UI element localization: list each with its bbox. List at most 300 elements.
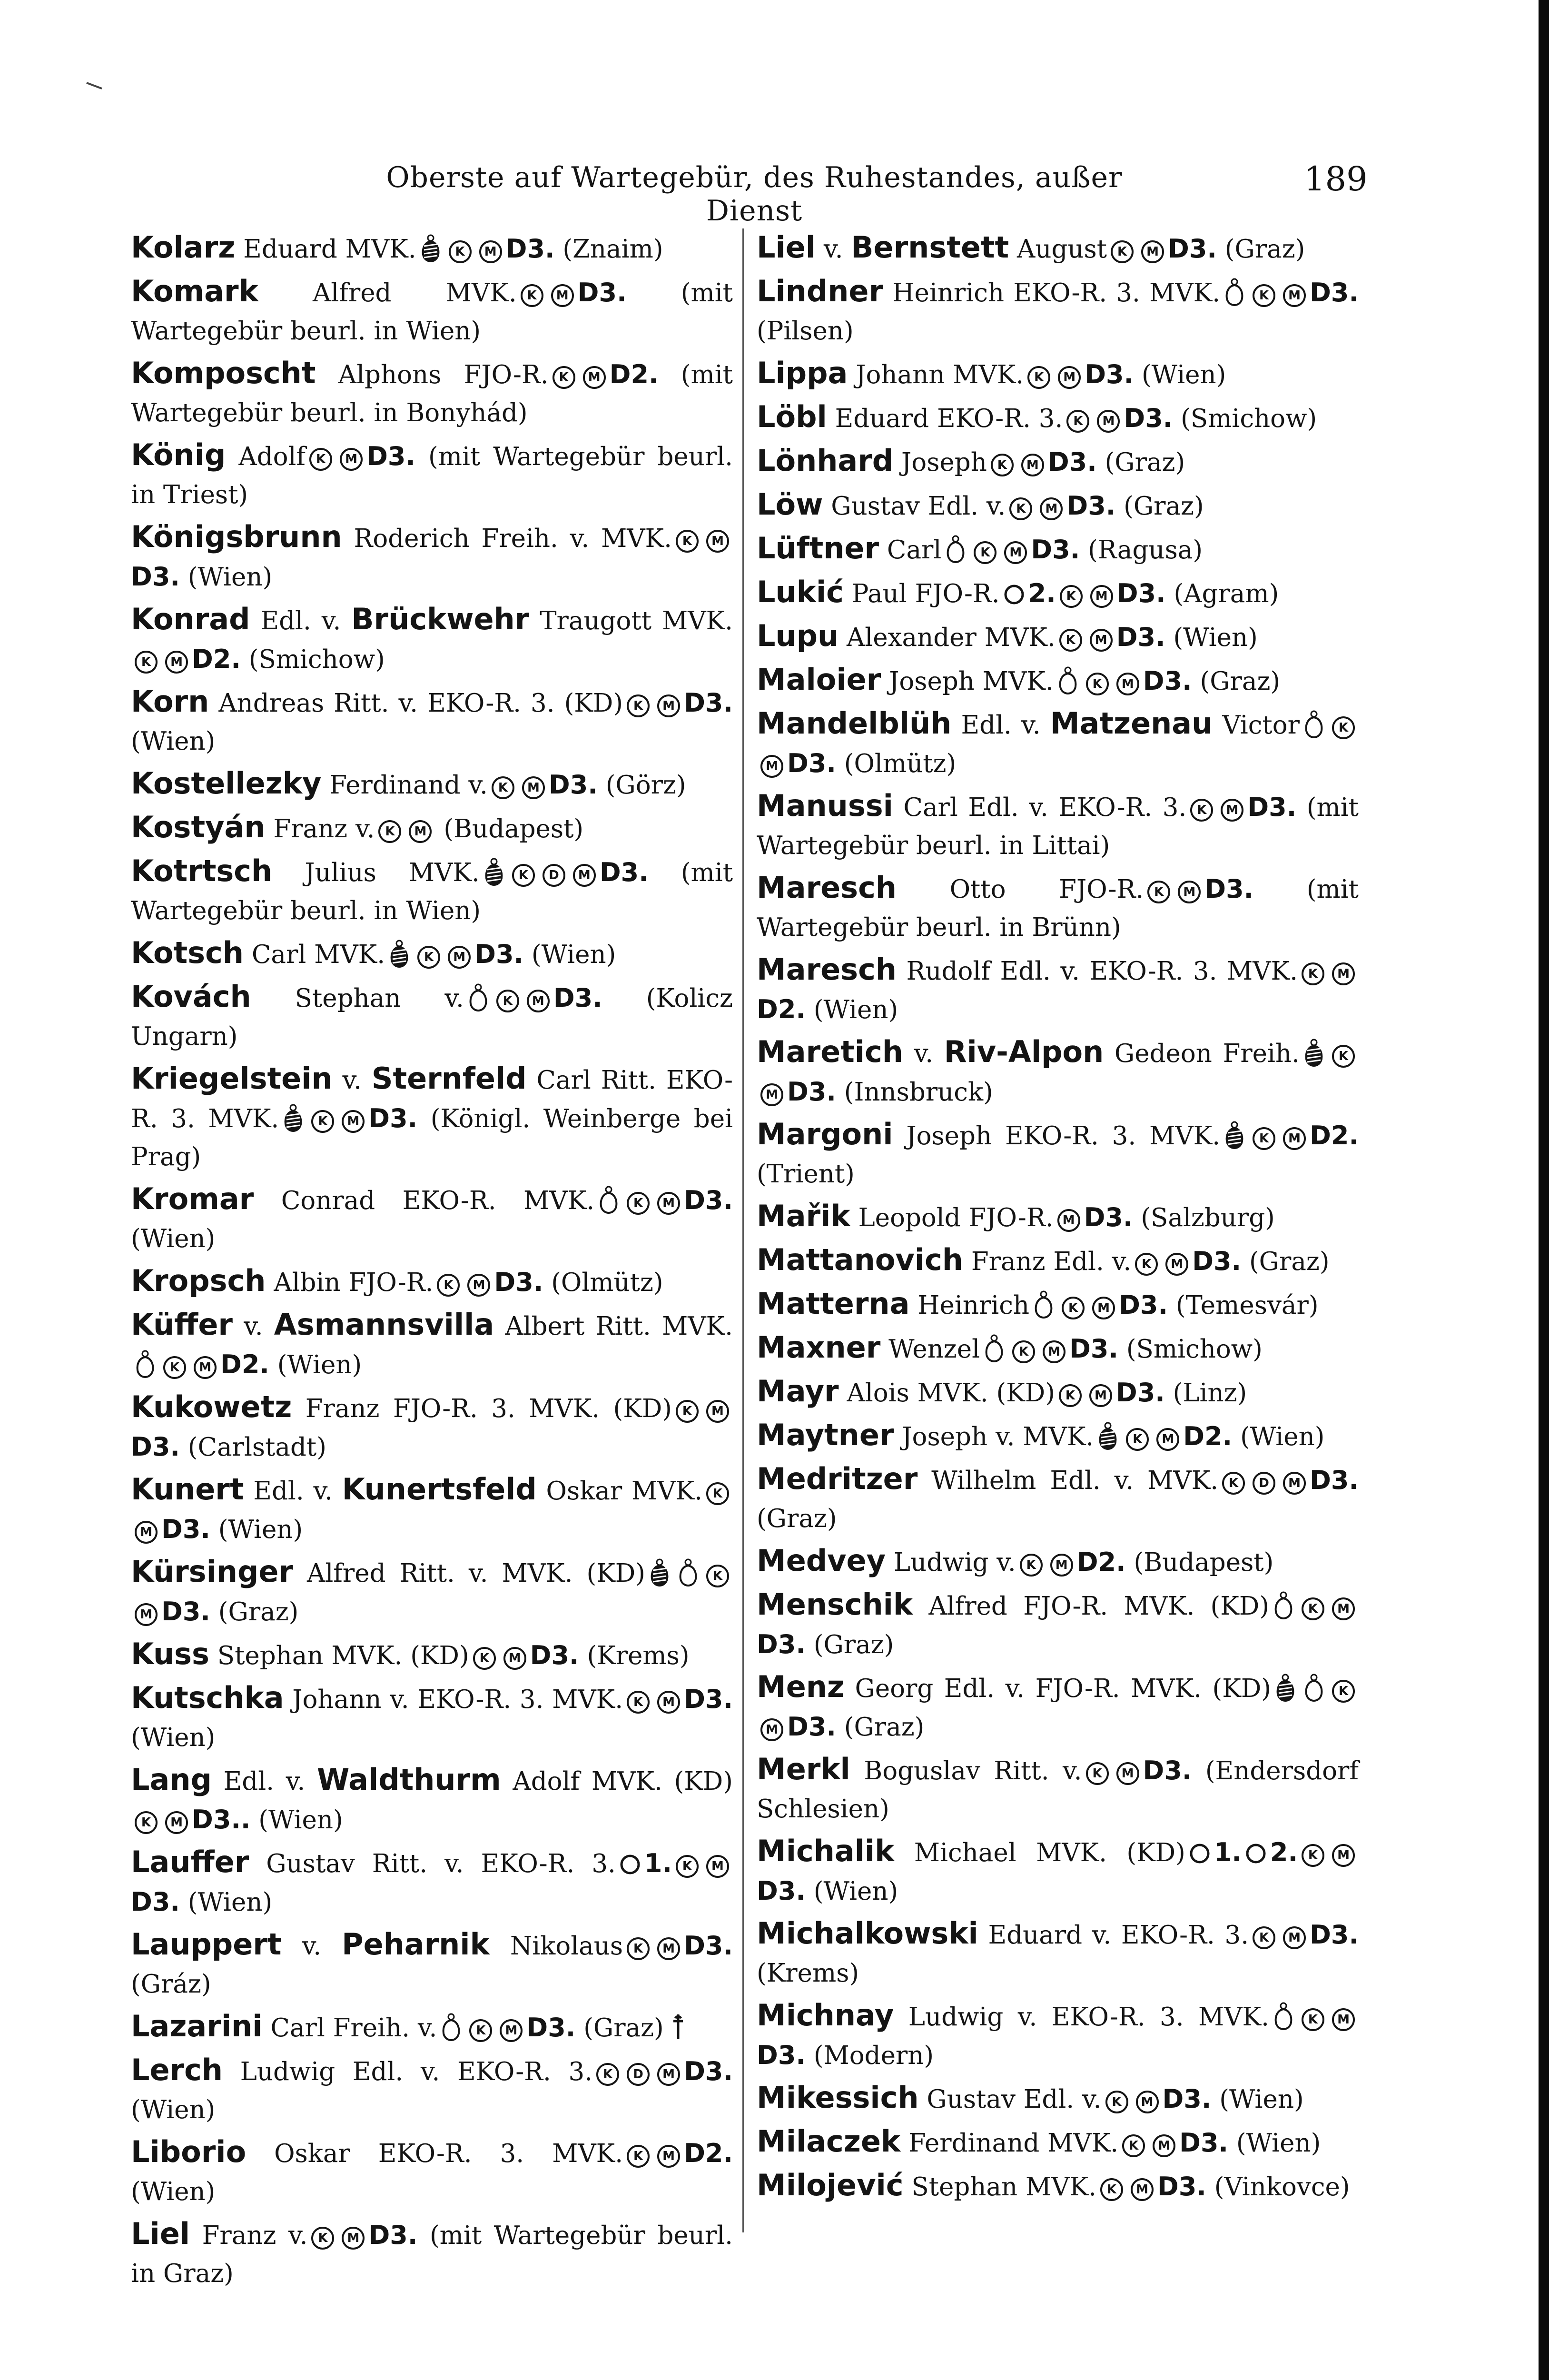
k-medal-icon: K <box>1253 1926 1275 1949</box>
register-entry <box>131 1679 733 1757</box>
register-entry <box>131 518 733 596</box>
entry-details: Otto FJO-R. <box>949 875 1144 904</box>
register-entry <box>131 1388 733 1467</box>
dagger-icon <box>668 2013 689 2041</box>
service-grade: D2. <box>220 1349 269 1379</box>
entry-details: Eduard v. EKO-R. 3. <box>988 1921 1249 1950</box>
residence-note: (Wien) <box>131 2095 216 2124</box>
residence-note: (Wien) <box>1173 623 1258 652</box>
residence-note: (Graz) <box>1105 448 1185 477</box>
m-medal-icon: M <box>1021 454 1044 476</box>
right-column <box>757 228 1359 2210</box>
k-medal-icon: K <box>1020 1554 1043 1577</box>
k-medal-icon: K <box>627 694 650 717</box>
k-medal-icon: K <box>1332 1680 1355 1703</box>
service-grade: D2. <box>609 359 659 389</box>
k-medal-icon: K <box>1222 1472 1245 1495</box>
surname: Maxner <box>757 1330 881 1365</box>
m-medal-icon: M <box>1043 1340 1066 1363</box>
entry-details: Alfred FJO-R. MVK. (KD) <box>928 1592 1269 1621</box>
entry-details: Ferdinand v. <box>329 771 488 800</box>
residence-note: (mit Wartegebür beurl. in Brünn) <box>757 875 1359 942</box>
k-medal-icon: K <box>627 1937 650 1960</box>
register-entry <box>757 1197 1359 1237</box>
surname: Milaczek <box>757 2124 901 2159</box>
m-medal-icon: M <box>1090 629 1113 652</box>
register-entry <box>131 2215 733 2293</box>
column-divider <box>742 228 744 2232</box>
service-grade: D3. <box>131 1432 180 1462</box>
m-medal-icon: M <box>706 530 729 553</box>
surname: Maretich <box>757 1034 903 1069</box>
residence-note: (Modern) <box>813 2041 934 2070</box>
register-entry <box>131 2051 733 2129</box>
ring-class-label: 2. <box>1028 578 1056 608</box>
k-medal-icon: K <box>1012 1340 1035 1363</box>
entry-details: Joseph MVK. <box>889 667 1054 696</box>
ring-decoration-icon <box>1189 1837 1210 1866</box>
striped-cross-decoration-icon <box>1275 1673 1296 1702</box>
residence-note: (Olmütz) <box>551 1268 663 1297</box>
cross-decoration-icon <box>468 983 489 1012</box>
k-medal-icon: K <box>1302 1597 1324 1620</box>
service-grade: D3. <box>684 688 733 718</box>
residence-note: (Wien) <box>131 2177 216 2206</box>
m-medal-icon: M <box>194 1356 217 1379</box>
k-medal-icon: K <box>627 1691 650 1714</box>
register-entry <box>757 1542 1359 1582</box>
m-medal-icon: M <box>522 776 545 799</box>
register-entry <box>131 1060 733 1176</box>
k-medal-icon: K <box>676 530 699 553</box>
service-grade: D3. <box>757 2040 806 2070</box>
service-grade: D3. <box>757 1876 806 1906</box>
register-entry <box>131 852 733 930</box>
service-grade: D3. <box>505 234 555 264</box>
register-entry <box>131 228 733 268</box>
striped-cross-decoration-icon <box>389 939 410 968</box>
entry-details: Carl <box>887 536 942 565</box>
k-medal-icon: K <box>1135 1253 1158 1276</box>
service-grade: D3. <box>1124 403 1173 433</box>
surname: Michnay <box>757 1998 894 2033</box>
surname: Menz <box>757 1669 844 1704</box>
k-medal-icon: K <box>135 651 158 674</box>
given-name: Victor <box>1222 711 1300 740</box>
residence-note: (Wien) <box>277 1350 362 1379</box>
service-grade: D3. <box>131 1887 180 1917</box>
service-grade: D3. <box>1192 1246 1242 1276</box>
surname: Medvey <box>757 1543 886 1578</box>
service-grade: D3. <box>530 1640 579 1670</box>
entry-details: Alfred MVK. <box>313 278 517 307</box>
residence-note: (Wien) <box>531 940 616 969</box>
entry-details: Joseph EKO-R. 3. MVK. <box>906 1121 1221 1150</box>
m-medal-icon: M <box>1221 799 1243 822</box>
k-medal-icon: K <box>1086 1762 1109 1785</box>
surname: Kuss <box>131 1636 209 1671</box>
service-grade: D2. <box>1310 1121 1359 1150</box>
service-grade: D3. <box>366 441 415 471</box>
k-medal-icon: K <box>1190 799 1213 822</box>
residence-note: (Linz) <box>1173 1378 1247 1408</box>
k-medal-icon: K <box>1147 881 1170 903</box>
d-medal-icon: D <box>543 864 565 887</box>
k-medal-icon: K <box>676 1855 699 1878</box>
m-medal-icon: M <box>657 1192 680 1215</box>
service-grade: D3. <box>368 1103 418 1133</box>
m-medal-icon: M <box>503 1647 526 1670</box>
cross-decoration-icon <box>1224 278 1245 306</box>
cross-decoration-icon <box>1273 2002 1294 2030</box>
service-grade: D3. <box>1310 1465 1359 1495</box>
m-medal-icon: M <box>479 240 502 263</box>
striped-cross-decoration-icon <box>283 1103 304 1132</box>
residence-note: (Königl. Weinberge bei Prag) <box>131 1104 733 1171</box>
running-header: Oberste auf Wartegebür, des Ruhestandes, außer Dienst <box>386 161 1123 228</box>
k-medal-icon: K <box>1086 673 1109 695</box>
surname: Lang <box>131 1762 212 1797</box>
service-grade: D3. <box>684 2056 733 2086</box>
register-entry <box>131 1925 733 2003</box>
service-grade: D3. <box>131 562 180 592</box>
service-grade: D3. <box>787 1712 836 1742</box>
k-medal-icon: K <box>378 820 401 843</box>
service-grade: D3. <box>787 1077 836 1107</box>
surname: Kukowetz <box>131 1389 292 1424</box>
residence-note: (mit Wartegebür beurl. in Graz) <box>131 2221 733 2288</box>
m-medal-icon: M <box>1332 2008 1355 2031</box>
surname: Liel <box>757 230 816 265</box>
predicate-name: Peharnik <box>342 1927 490 1962</box>
surname: Manussi <box>757 788 893 823</box>
k-medal-icon: K <box>1253 284 1275 307</box>
m-medal-icon: M <box>1283 1472 1306 1495</box>
striped-cross-decoration-icon <box>649 1558 670 1587</box>
register-entry <box>757 951 1359 1029</box>
entry-details: v. <box>302 1932 322 1961</box>
entry-details: Ferdinand MVK. <box>908 2129 1119 2158</box>
given-name: Traugott MVK. <box>540 606 733 635</box>
striped-cross-decoration-icon <box>420 234 441 262</box>
register-entry <box>757 1241 1359 1281</box>
ring-decoration-icon <box>620 1848 641 1877</box>
entry-details: Ludwig v. EKO-R. 3. MVK. <box>908 2003 1269 2032</box>
k-medal-icon: K <box>1253 1127 1275 1150</box>
given-name: Oskar MVK. <box>546 1477 702 1506</box>
service-grade: D3. <box>161 1597 210 1626</box>
k-medal-icon: K <box>553 366 575 389</box>
predicate-name: Bernstett <box>851 230 1009 265</box>
surname: Merkl <box>757 1752 850 1786</box>
m-medal-icon: M <box>706 1400 729 1423</box>
surname: Kostyán <box>131 810 266 844</box>
residence-note: (Ragusa) <box>1088 536 1203 565</box>
k-medal-icon: K <box>1062 1297 1085 1319</box>
service-grade: D3.. <box>192 1805 251 1835</box>
register-entry <box>757 1832 1359 1911</box>
surname: Milojević <box>757 2168 904 2202</box>
residence-note: (Wien) <box>131 727 216 756</box>
register-entry <box>131 683 733 761</box>
register-entry <box>131 2007 733 2047</box>
k-medal-icon: K <box>1302 962 1324 985</box>
surname: Michalik <box>757 1834 895 1868</box>
surname: Liborio <box>131 2134 247 2169</box>
cross-decoration-icon <box>984 1334 1005 1362</box>
surname: Komark <box>131 274 258 308</box>
service-grade: D3. <box>684 1684 733 1714</box>
m-medal-icon: M <box>760 1083 783 1106</box>
entry-details: Ludwig Edl. v. EKO-R. 3. <box>240 2057 593 2086</box>
k-medal-icon: K <box>449 240 472 263</box>
register-entry <box>757 1033 1359 1111</box>
surname: Lüftner <box>757 531 879 565</box>
service-grade: D3. <box>1162 2084 1212 2114</box>
residence-note: (Smichow) <box>1126 1335 1263 1364</box>
residence-note: (mit Wartegebür beurl. in Wien) <box>131 858 733 925</box>
entry-details: Franz Edl. v. <box>971 1247 1132 1276</box>
surname: Kovách <box>131 979 251 1014</box>
scan-edge-shadow <box>1539 0 1549 2380</box>
entry-details: Eduard MVK. <box>243 235 416 264</box>
predicate-name: Riv-Alpon <box>944 1034 1104 1069</box>
k-medal-icon: K <box>706 1482 729 1505</box>
m-medal-icon: M <box>1332 1597 1355 1620</box>
residence-note: (Graz) <box>757 1504 837 1533</box>
surname: Mikessich <box>757 2080 919 2115</box>
m-medal-icon: M <box>135 1521 158 1544</box>
entry-details: Heinrich <box>918 1291 1030 1320</box>
register-entry <box>131 1180 733 1258</box>
surname: Kropsch <box>131 1263 266 1298</box>
entry-details: Joseph <box>901 448 987 477</box>
service-grade: D3. <box>1116 622 1165 652</box>
residence-note: (Krems) <box>757 1959 859 1988</box>
cross-decoration-icon <box>1303 1673 1324 1702</box>
entry-details: Heinrich EKO-R. 3. MVK. <box>892 278 1221 307</box>
k-medal-icon: K <box>706 1565 729 1587</box>
entry-details: Leopold FJO-R. <box>858 1203 1054 1232</box>
m-medal-icon: M <box>1141 240 1164 263</box>
register-entry <box>131 1306 733 1384</box>
ring-class-label: 1. <box>644 1848 672 1878</box>
entry-details: Edl. v. <box>253 1477 333 1506</box>
cross-decoration-icon <box>1303 710 1324 738</box>
service-grade: D3. <box>1047 447 1097 477</box>
register-entry <box>131 808 733 848</box>
k-medal-icon: K <box>1111 240 1134 263</box>
surname: Lindner <box>757 274 884 308</box>
surname: Mandelblüh <box>757 706 952 741</box>
m-medal-icon: M <box>165 651 188 674</box>
entry-details: v. <box>823 235 843 264</box>
service-grade: D2. <box>1076 1547 1126 1577</box>
register-entry <box>131 1635 733 1675</box>
register-entry <box>757 1750 1359 1828</box>
service-grade: D3. <box>1115 1378 1165 1408</box>
m-medal-icon: M <box>342 2227 365 2250</box>
k-medal-icon: K <box>417 946 440 969</box>
entry-details: Franz v. <box>273 814 375 843</box>
register-entry <box>757 661 1359 701</box>
m-medal-icon: M <box>1004 541 1027 564</box>
surname: Lerch <box>131 2053 223 2087</box>
entry-details: v. <box>342 1066 362 1095</box>
register-entry <box>757 2079 1359 2119</box>
register-entry <box>757 1372 1359 1412</box>
entry-details: Rudolf Edl. v. EKO-R. 3. MVK. <box>906 957 1298 986</box>
register-entry <box>757 272 1359 350</box>
surname: Königsbrunn <box>131 519 342 554</box>
register-entry <box>757 1115 1359 1193</box>
register-entry <box>757 442 1359 482</box>
residence-note: (Wien) <box>813 1877 898 1906</box>
service-grade: D3. <box>599 857 649 887</box>
register-entry <box>757 787 1359 865</box>
m-medal-icon: M <box>165 1811 188 1834</box>
entry-details: Gustav Edl. v. <box>831 492 1006 521</box>
m-medal-icon: M <box>1089 1384 1112 1407</box>
residence-note: (Graz) <box>1249 1247 1330 1276</box>
residence-note: (Smichow) <box>248 645 385 674</box>
service-grade: D3. <box>1143 666 1192 696</box>
surname: Maresch <box>757 870 897 905</box>
predicate-name: Sternfeld <box>371 1061 527 1096</box>
m-medal-icon: M <box>1040 497 1063 520</box>
entry-details: Alfred Ritt. v. MVK. (KD) <box>307 1559 645 1588</box>
surname: Küffer <box>131 1307 233 1342</box>
striped-cross-decoration-icon <box>1303 1038 1324 1067</box>
m-medal-icon: M <box>760 755 783 778</box>
entry-details: Johann MVK. <box>856 360 1024 389</box>
k-medal-icon: K <box>437 1274 460 1297</box>
cross-decoration-icon <box>441 2013 462 2041</box>
cross-decoration-icon <box>945 535 966 563</box>
residence-note: (Graz) <box>218 1597 299 1626</box>
surname: Kunert <box>131 1472 244 1507</box>
m-medal-icon: M <box>1165 1253 1188 1276</box>
m-medal-icon: M <box>1116 1762 1139 1785</box>
given-name: Adolf MVK. (KD) <box>513 1767 733 1796</box>
k-medal-icon: K <box>1059 629 1082 652</box>
register-entry <box>757 354 1359 394</box>
predicate-name: Matzenau <box>1050 706 1213 741</box>
entry-details: Georg Edl. v. FJO-R. MVK. (KD) <box>855 1674 1271 1703</box>
service-grade: D3. <box>553 983 602 1013</box>
k-medal-icon: K <box>1009 497 1032 520</box>
register-entry <box>757 2166 1359 2206</box>
residence-note: (Innsbruck) <box>844 1078 993 1107</box>
k-medal-icon: K <box>1105 2091 1128 2113</box>
register-entry <box>757 486 1359 526</box>
surname: Michalkowski <box>757 1916 978 1951</box>
d-medal-icon: D <box>1253 1472 1275 1495</box>
m-medal-icon: M <box>342 1110 365 1133</box>
k-medal-icon: K <box>676 1400 699 1423</box>
register-entry <box>757 573 1359 613</box>
m-medal-icon: M <box>760 1718 783 1741</box>
entry-details: Andreas Ritt. v. EKO-R. 3. (KD) <box>218 689 623 718</box>
cross-decoration-icon <box>598 1185 619 1214</box>
service-grade: D3. <box>474 939 524 969</box>
surname: Medritzer <box>757 1461 918 1496</box>
register-entry <box>757 1285 1359 1325</box>
surname: Mařik <box>757 1199 850 1233</box>
m-medal-icon: M <box>1153 2134 1175 2157</box>
residence-note: (Graz) <box>583 2013 664 2043</box>
service-grade: D3. <box>1066 491 1116 521</box>
register-entry <box>757 1668 1359 1746</box>
residence-note: (mit Wartegebür beurl. in Triest) <box>131 442 733 509</box>
residence-note: (Trient) <box>757 1160 855 1189</box>
surname: Kromar <box>131 1181 254 1216</box>
residence-note: (Endersdorf Schlesien) <box>757 1756 1359 1824</box>
k-medal-icon: K <box>1059 1384 1082 1407</box>
surname: Kolarz <box>131 230 236 265</box>
m-medal-icon: M <box>657 2145 680 2168</box>
service-grade: D3. <box>1204 874 1254 904</box>
residence-note: (Wien) <box>258 1805 343 1835</box>
residence-note: (Budapest) <box>444 814 584 843</box>
m-medal-icon: M <box>467 1274 490 1297</box>
residence-note: (Krems) <box>587 1641 690 1670</box>
surname: Kotsch <box>131 935 244 970</box>
register-entry <box>757 1460 1359 1538</box>
ring-decoration <box>1000 579 1056 608</box>
residence-note: (Graz) <box>1224 235 1305 264</box>
m-medal-icon: M <box>1092 1297 1115 1319</box>
register-entry <box>131 978 733 1056</box>
service-grade: D3. <box>577 278 627 307</box>
residence-note: (Smichow) <box>1181 404 1317 433</box>
residence-note: (Kolicz Ungarn) <box>131 984 733 1051</box>
surname: Margoni <box>757 1117 893 1151</box>
ring-decoration-icon <box>1245 1837 1266 1866</box>
residence-note: (Temesvár) <box>1175 1291 1319 1320</box>
cross-decoration-icon <box>1273 1591 1294 1619</box>
residence-note: (Olmütz) <box>844 749 957 778</box>
register-entry <box>757 1416 1359 1456</box>
striped-cross-decoration-icon <box>1224 1121 1245 1149</box>
ring-decoration-icon <box>1004 578 1025 607</box>
residence-note: (Graz) <box>1200 667 1281 696</box>
residence-note: (Wien) <box>1240 1422 1325 1451</box>
residence-note: (mit Wartegebür beurl. in Wien) <box>131 278 733 346</box>
service-grade: D3. <box>1168 234 1217 264</box>
k-medal-icon: K <box>311 2227 334 2250</box>
m-medal-icon: M <box>573 864 596 887</box>
residence-note: (Wien) <box>187 1888 273 1917</box>
residence-note: (Znaim) <box>562 235 663 264</box>
residence-note: (Görz) <box>605 771 686 800</box>
residence-note: (Gráz) <box>131 1970 211 1999</box>
surname: Löw <box>757 487 823 522</box>
entry-details: Alphons FJO-R. <box>338 360 549 389</box>
given-name: Gedeon Freih. <box>1114 1039 1300 1068</box>
ring-decoration <box>1185 1838 1242 1867</box>
m-medal-icon: M <box>1050 1554 1073 1577</box>
k-medal-icon: K <box>627 2145 650 2168</box>
entry-details: Alexander MVK. <box>847 623 1056 652</box>
surname: Korn <box>131 684 209 719</box>
residence-note: (Wien) <box>1142 360 1226 389</box>
entry-details: Franz v. <box>202 2221 308 2250</box>
striped-cross-decoration-icon <box>1097 1421 1118 1450</box>
entry-details: Gustav Ritt. v. EKO-R. 3. <box>266 1849 616 1878</box>
m-medal-icon: M <box>657 1937 680 1960</box>
service-grade: D3. <box>684 1185 733 1215</box>
